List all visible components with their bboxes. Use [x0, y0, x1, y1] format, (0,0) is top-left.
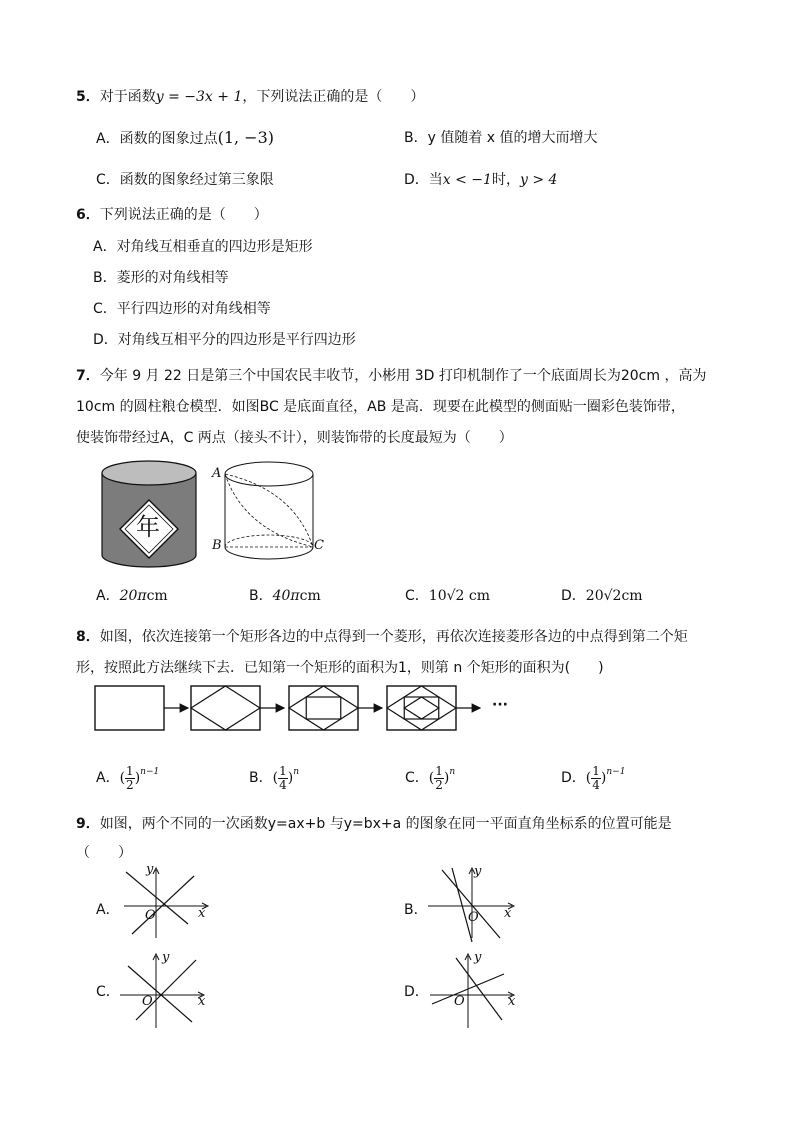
option-b[interactable]: B．	[404, 902, 428, 918]
question-9: 9．如图，两个不同的一次函数y=ax+b 与y=bx+a 的图象在同一平面直角坐标系的位置可能是 （ ）	[76, 810, 736, 868]
question-5: 5．对于函数y = −3x + 1，下列说法正确的是（ ）	[76, 89, 425, 105]
option-b[interactable]: B．40πcm	[249, 588, 321, 604]
axis-label-y: y	[146, 862, 154, 877]
axis-label-y: y	[162, 950, 170, 965]
question-stem-line-2: 10cm 的圆柱粮仓模型．如图BC 是底面直径，AB 是高．现要在此模型的侧面贴一圈彩色装饰带，	[76, 399, 685, 415]
option-b[interactable]: B．菱形的对角线相等	[93, 270, 229, 286]
question-7: 7．今年 9 月 22 日是第三个中国农民丰收节，小彬用 3D 打印机制作了一个底面周长为20cm ，高为 10cm 的圆柱粮仓模型．如图BC 是底面直径，AB 是高．现要在此模型的侧面贴一圈彩色装饰带， 使装饰带经过A，C 两点（接头不计），则装饰带的长度最短为（ ）	[76, 361, 736, 454]
axis-label-y: y	[474, 950, 482, 965]
option-a[interactable]: A．	[96, 902, 120, 918]
option-c[interactable]: C．	[96, 984, 120, 1000]
question-number: 7	[76, 368, 86, 384]
option-d[interactable]: D．( $\frac{1}{4}$ )$^{n-1}$	[561, 763, 626, 792]
axis-label-origin: O	[468, 910, 479, 925]
option-a[interactable]: A．20πcm	[96, 588, 168, 604]
option-b[interactable]: B．y 值随着 x 值的增大而增大	[404, 130, 598, 146]
question-stem: 对于函数	[99, 89, 156, 105]
option-a[interactable]: A．对角线互相垂直的四边形是矩形	[93, 239, 313, 255]
option-c[interactable]: C．平行四边形的对角线相等	[93, 301, 271, 317]
axis-label-x: x	[504, 906, 512, 921]
point-label-a: A	[212, 466, 222, 481]
question-stem-line-2: 形，按照此方法继续下去．已知第一个矩形的面积为1，则第 n 个矩形的面积为( )	[76, 660, 604, 676]
axis-label-origin: O	[454, 994, 465, 1009]
point-label-c: C	[314, 538, 324, 553]
question-number: 9	[76, 816, 86, 832]
axis-label-origin: O	[142, 994, 153, 1009]
question-stem: 下列说法正确的是（ ）	[99, 207, 268, 223]
option-c[interactable]: C．10√2 cm	[405, 588, 491, 604]
graph-a	[118, 862, 218, 942]
option-d[interactable]: D．对角线互相平分的四边形是平行四边形	[93, 332, 356, 348]
option-a[interactable]: A．( $\frac{1}{2}$ )$^{n-1}$	[96, 763, 160, 792]
formula: y = −3x + 1	[155, 89, 243, 105]
figure-char: 年	[136, 513, 160, 541]
axis-label-origin: O	[145, 908, 156, 923]
sequence-ellipsis: ···	[492, 697, 508, 713]
rectangle-sequence-figure	[94, 684, 494, 734]
option-c[interactable]: C．( $\frac{1}{2}$ )$^n$	[405, 763, 456, 792]
question-number: 8	[76, 629, 86, 645]
question-8: 8．如图，依次连接第一个矩形各边的中点得到一个菱形，再依次连接菱形各边的中点得到第二个矩 形，按照此方法继续下去．已知第一个矩形的面积为1，则第 n 个矩形的面积为( )	[76, 622, 736, 684]
axis-label-x: x	[508, 994, 516, 1009]
option-d[interactable]: D．20√2cm	[561, 588, 643, 604]
question-number: 5	[76, 89, 86, 105]
axis-label-y: y	[474, 864, 482, 879]
axis-label-x: x	[198, 994, 206, 1009]
question-number: 6	[76, 207, 86, 223]
question-stem: ，下列说法正确的是（ ）	[242, 89, 425, 105]
option-c[interactable]: C．函数的图象经过第三象限	[96, 172, 274, 188]
question-stem-line-1: 如图，两个不同的一次函数y=ax+b 与y=bx+a 的图象在同一平面直角坐标系的位置可能是	[99, 816, 672, 832]
question-stem-line-1: 今年 9 月 22 日是第三个中国农民丰收节，小彬用 3D 打印机制作了一个底面周长为20cm ，高为	[99, 368, 707, 384]
axis-label-x: x	[198, 906, 206, 921]
point-label-b: B	[212, 538, 222, 553]
option-d[interactable]: D．当x < −1时，y > 4	[404, 172, 558, 188]
option-b[interactable]: B．( $\frac{1}{4}$ )$^n$	[249, 763, 299, 792]
option-d[interactable]: D．	[404, 984, 429, 1000]
option-a[interactable]: A．函数的图象过点(1, −3)	[96, 128, 274, 147]
question-stem-line-3: 使装饰带经过A，C 两点（接头不计），则装饰带的长度最短为（ ）	[76, 430, 513, 446]
question-6: 6．下列说法正确的是（ ）	[76, 207, 268, 223]
question-stem-line-2: （ ）	[76, 845, 132, 861]
question-stem-line-1: 如图，依次连接第一个矩形各边的中点得到一个菱形，再依次连接菱形各边的中点得到第二个矩	[99, 629, 688, 645]
